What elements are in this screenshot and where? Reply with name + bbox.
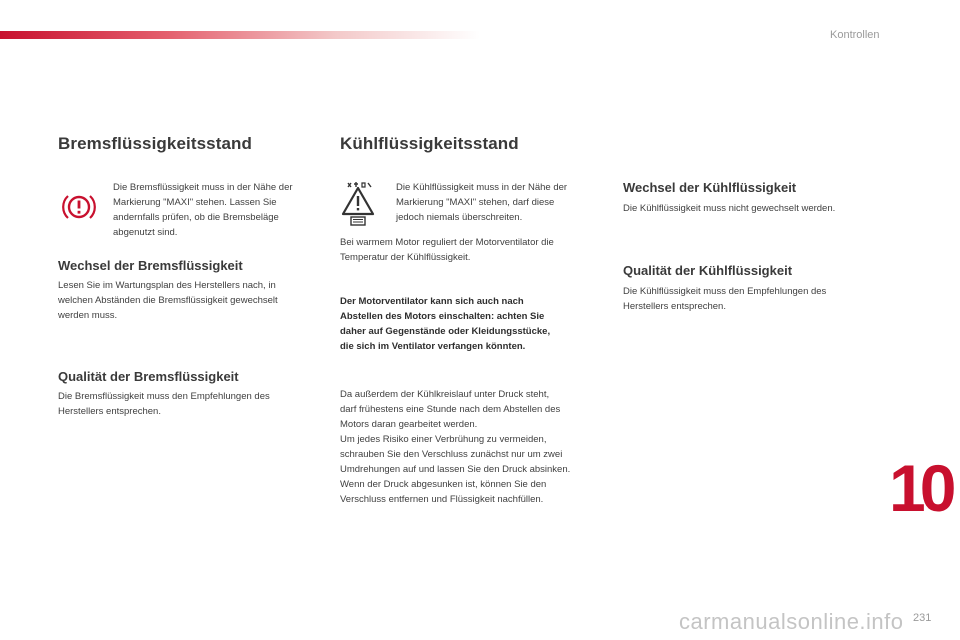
page-number: 231 <box>913 612 932 624</box>
chapter-number: 10 <box>889 451 951 525</box>
coolant-fan-text: Bei warmem Motor reguliert der Motorventilator die Temperatur der Kühlflüssigkeit. <box>340 237 554 263</box>
header-accent-bar <box>0 31 480 39</box>
fan-hazard-icon <box>341 181 375 227</box>
coolant-change-text: Die Kühlflüssigkeit muss nicht gewechselt werden. <box>623 203 836 214</box>
coolant-pressure-text: Da außerdem der Kühlkreislauf unter Druck steht, darf frühestens eine Stunde nach dem Abstellen des Motors daran gearbeitet werden. Um jedes Risiko einer Verbrühung zu vermeiden, schrauben Sie den Verschluss zunächst nur um zwei Umdrehungen auf und lassen Sie den Druck absinken. Wenn der Druck abgesunken ist, können Sie den Verschluss entfernen und Flüssigkeit nachfüllen. <box>340 389 571 505</box>
brake-fluid-change-title: Wechsel der Bremsflüssigkeit <box>58 258 243 273</box>
brake-fluid-intro: Die Bremsflüssigkeit muss in der Nähe der Markierung "MAXI" stehen. Lassen Sie andernfalls prüfen, ob die Bremsbeläge abgenutzt sind. <box>113 182 293 238</box>
brake-fluid-quality-text: Die Bremsflüssigkeit muss den Empfehlungen des Herstellers entsprechen. <box>58 391 270 417</box>
coolant-quality-text: Die Kühlflüssigkeit muss den Empfehlungen des Herstellers entsprechen. <box>623 286 827 312</box>
watermark: carmanualsonline.info <box>679 609 904 634</box>
section-label: Kontrollen <box>830 29 880 41</box>
brake-warning-icon <box>62 190 96 224</box>
brake-fluid-quality-title: Qualität der Bremsflüssigkeit <box>58 369 239 384</box>
brake-fluid-title: Bremsflüssigkeitsstand <box>58 134 252 153</box>
coolant-fan-warning: Der Motorventilator kann sich auch nach Abstellen des Motors einschalten: achten Sie daher auf Gegenstände oder Kleidungsstücke, die sich im Ventilator verfangen könnten. <box>340 296 551 352</box>
coolant-change-title: Wechsel der Kühlflüssigkeit <box>623 180 797 195</box>
coolant-quality-title: Qualität der Kühlflüssigkeit <box>623 263 793 278</box>
brake-fluid-change-text: Lesen Sie im Wartungsplan des Herstellers nach, in welchen Abständen die Bremsflüssigkeit gewechselt werden muss. <box>58 280 278 321</box>
coolant-intro: Die Kühlflüssigkeit muss in der Nähe der Markierung "MAXI" stehen, darf diese jedoch niemals überschreiten. <box>396 182 568 223</box>
coolant-title: Kühlflüssigkeitsstand <box>340 134 519 153</box>
